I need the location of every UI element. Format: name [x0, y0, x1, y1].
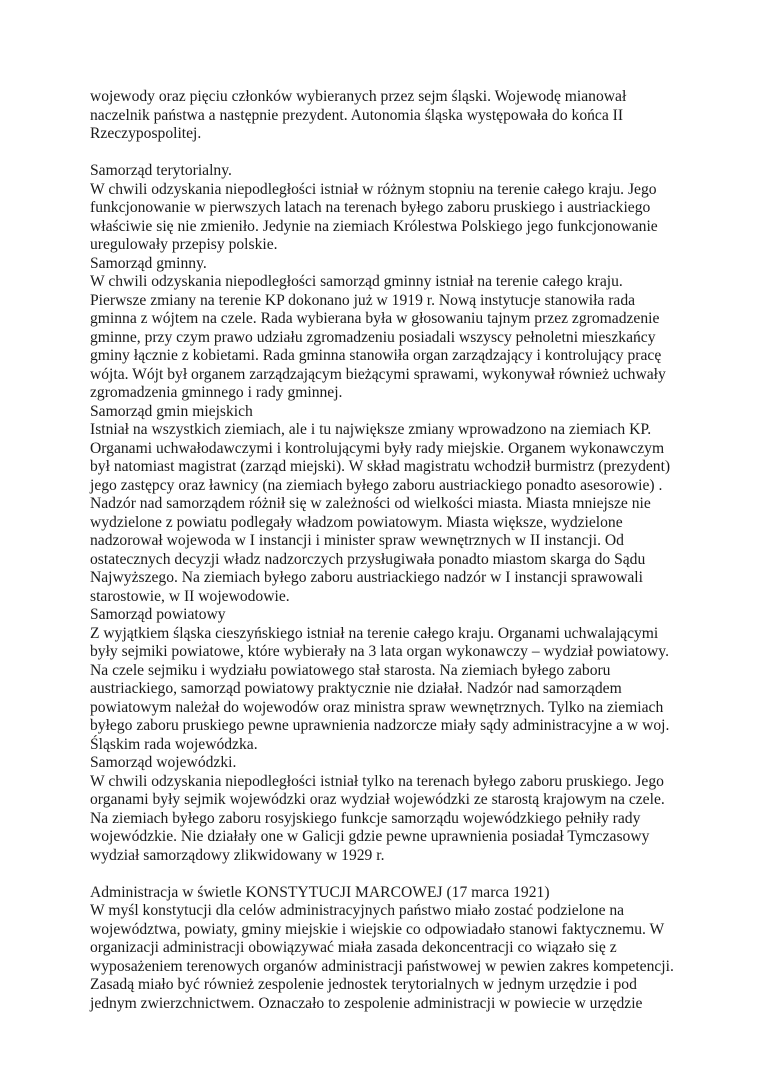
text-line: Na ziemiach byłego zaboru rosyjskiego funkcje samorządu wojewódzkiego pełniły rady [90, 809, 641, 827]
text-line: gminna z wójtem na czele. Rada wybierana była w głosowaniu tajnym przez zgromadzenie [90, 310, 660, 327]
text-line: starostowie, w II wojewodowie. [90, 587, 290, 605]
text-line: Administracja w świetle KONSTYTUCJI MARCOWEJ (17 marca 1921) [90, 883, 550, 901]
text-line: Z wyjątkiem śląska cieszyńskiego istniał na terenie całego kraju. Organami uchwalającymi [90, 624, 659, 642]
text-line: Na czele sejmiku i wydziału powiatowego stał starosta. Na ziemiach byłego zaboru [90, 661, 611, 679]
text-block [90, 162, 680, 865]
text-line: uregulowały przepisy polskie. [90, 236, 278, 253]
text-line: Istniał na wszystkich ziemiach, ale i tu największe zmiany wprowadzono na ziemiach KP. [90, 421, 652, 438]
text-line: jednym zwierzchnictwem. Oznaczało to zespolenie administracji w powiecie w urzędzie [90, 994, 643, 1012]
text-line: organizacji administracji obowiązywać miała zasada dekoncentracji co wiązało się z [90, 939, 617, 956]
text-line: austriackiego, samorząd powiatowy praktycznie nie działał. Nadzór nad samorządem [90, 680, 622, 697]
paragraph-spacer [90, 144, 680, 163]
text-line: był natomiast magistrat (zarząd miejski). W skład magistratu wchodził burmistrz (prezydent) [90, 458, 671, 475]
text-line: Samorząd terytorialny. [90, 162, 232, 179]
text-block [90, 88, 680, 144]
text-line: nadzorował wojewoda w I instancji i minister spraw wewnętrznych w II instancji. Od [90, 532, 624, 549]
text-line: zgromadzenia gminnego i rady gminnej. [90, 384, 343, 401]
text-line: wojewódzkie. Nie działały one w Galicji gdzie pewne uprawnienia posiadał Tymczasowy [90, 828, 650, 845]
text-line: organami były sejmik wojewódzki oraz wydział wojewódzki ze starostą krajowym na czele. [90, 791, 665, 808]
text-line: wójta. Wójt był organem zarządzającym bieżącymi sprawami, wykonywał również uchwały [90, 365, 666, 383]
text-line: Śląskim rada wojewódzka. [90, 735, 258, 753]
text-line: Samorząd gminny. [90, 254, 207, 272]
text-line: Najwyższego. Na ziemiach byłego zaboru austriackiego nadzór w I instancji sprawowali [90, 569, 643, 586]
text-line: funkcjonowanie w pierwszych latach na terenach byłego zaboru pruskiego i austriackiego [90, 199, 651, 216]
text-line: wojewody oraz pięciu członków wybieranych przez sejm śląski. Wojewodę mianował [90, 88, 627, 105]
text-line: właściwie się nie zmieniło. Jedynie na ziemiach Królestwa Polskiego jego funkcjonowanie [90, 217, 658, 235]
text-line: gminy łącznie z kobietami. Rada gminna stanowiła organ zarządzający i kontrolujący pracę [90, 347, 662, 364]
text-line: województwa, powiaty, gminy miejskie i wiejskie co odpowiadało stanowi faktycznemu. W [90, 920, 665, 938]
text-line: były sejmiki powiatowe, które wybierały na 3 lata organ wykonawczy – wydział powiatowy. [90, 643, 669, 660]
text-line: W chwili odzyskania niepodległości samorząd gminny istniał na terenie całego kraju. [90, 273, 623, 290]
text-line: Samorząd wojewódzki. [90, 754, 237, 771]
text-line: Rzeczypospolitej. [90, 125, 202, 142]
text-line: Zasadą miało być również zespolenie jednostek terytorialnych w jednym urzędzie i pod [90, 976, 637, 993]
text-line: Organami uchwałodawczymi i kontrolującymi były rady miejskie. Organem wykonawczym [90, 439, 665, 457]
text-line: Samorząd gmin miejskich [90, 402, 253, 420]
text-line: wyposażeniem terenowych organów administracji państwowej w pewien zakres kompetencji. [90, 957, 674, 975]
text-line: Samorząd powiatowy [90, 606, 226, 623]
text-line: wydział samorządowy zlikwidowany w 1929 r. [90, 846, 385, 864]
text-line: W chwili odzyskania niepodległości istniał w różnym stopniu na terenie całego kraju. Jego [90, 180, 657, 198]
text-line: byłego zaboru pruskiego pewne uprawnienia nadzorcze miały sądy administracyjne a w woj. [90, 717, 670, 734]
text-line: Pierwsze zmiany na terenie KP dokonano już w 1919 r. Nową instytucje stanowiła rada [90, 291, 636, 309]
document-page [90, 88, 680, 1013]
text-line: jego zastępcy oraz ławnicy (na ziemiach byłego zaboru austriackiego ponadto asesorowie) . [90, 476, 663, 494]
text-line: wydzielone z powiatu podlegały władzom powiatowym. Miasta większe, wydzielone [90, 513, 623, 531]
paragraph-spacer [90, 865, 680, 884]
text-line: gminne, przy czym prawo udziału zgromadzeniu posiadali wszyscy pełnoletni mieszkańcy [90, 328, 656, 346]
text-line: naczelnik państwa a następnie prezydent. Autonomia śląska występowała do końca II [90, 106, 624, 124]
text-line: powiatowym należał do wojewodów oraz ministra spraw wewnętrznych. Tylko na ziemiach [90, 698, 664, 716]
text-line: Nadzór nad samorządem różnił się w zależności od wielkości miasta. Miasta mniejsze nie [90, 495, 651, 512]
text-line: W chwili odzyskania niepodległości istniał tylko na terenach byłego zaboru pruskiego. Jego [90, 772, 664, 790]
text-line: ostatecznych decyzji władz nadzorczych przysługiwała ponadto miastom skarga do Sądu [90, 550, 646, 568]
text-block [90, 884, 680, 1014]
text-line: W myśl konstytucji dla celów administracyjnych państwo miało zostać podzielone na [90, 902, 625, 919]
